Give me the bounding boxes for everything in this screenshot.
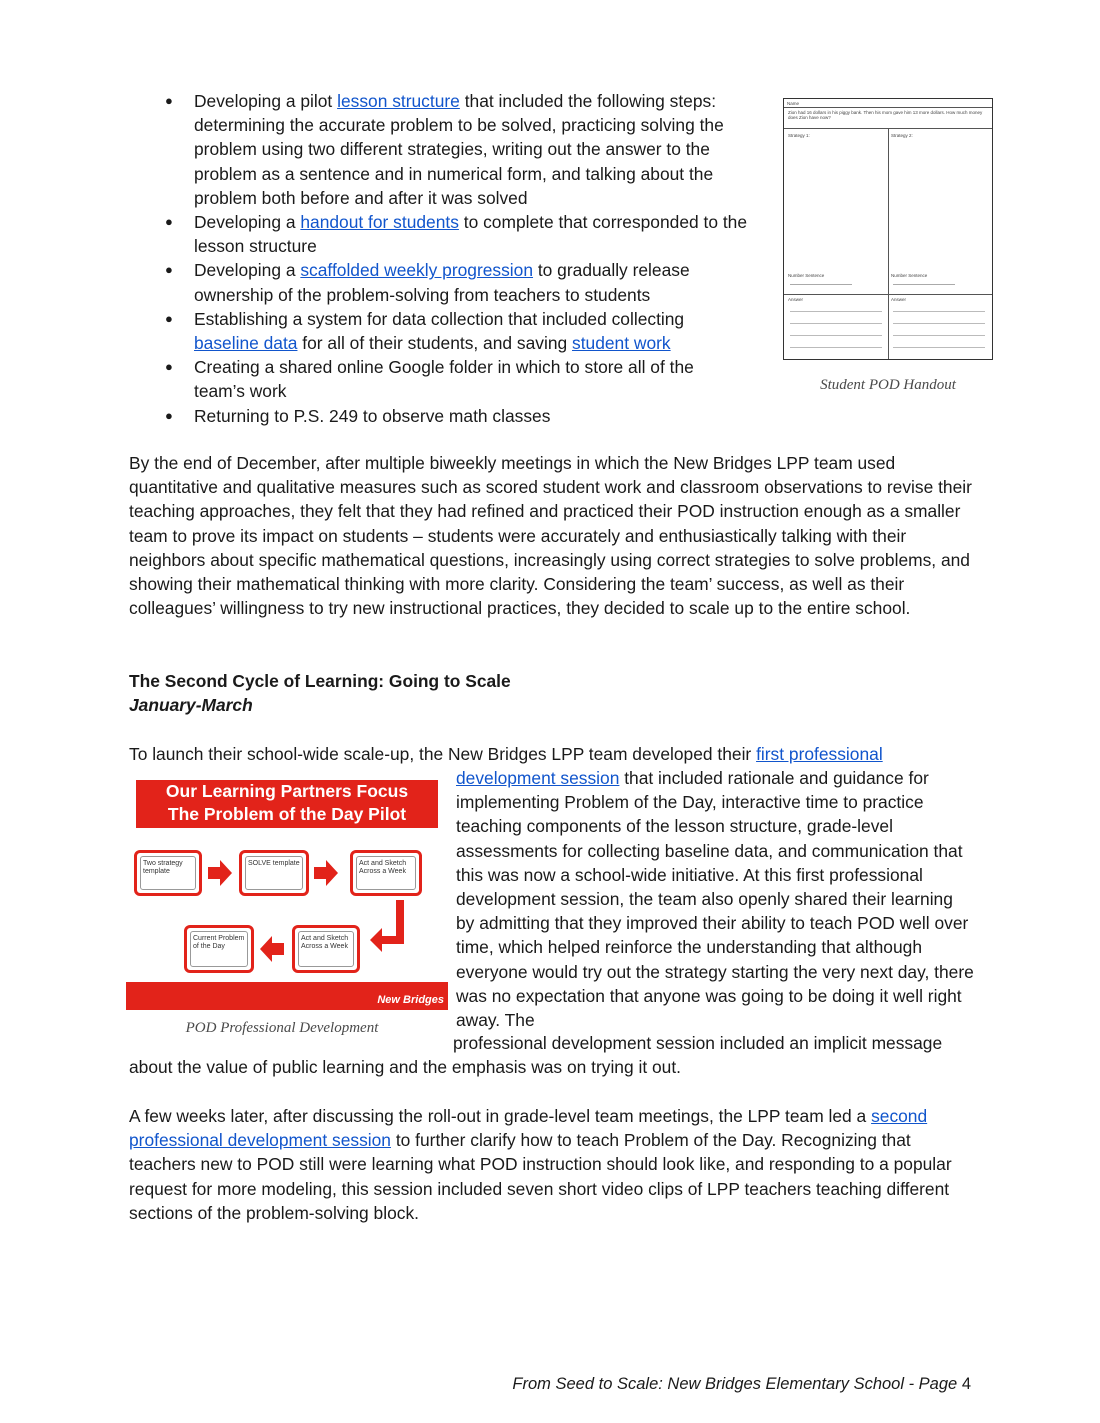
handout-number-sentence-1: Number Sentence — [788, 273, 825, 278]
paragraph-text: to further clarify how to teach Problem of the Day. Recognizing that teachers new to POD still were learning what POD instruction should look like, and responding to a popular request for more modeling, this session included seven short video clips of LPP teachers teaching different sections of the problem-solving block. — [129, 1130, 952, 1223]
lesson-structure-link[interactable]: lesson structure — [337, 91, 460, 111]
first-pd-session-link-cont[interactable]: development session — [456, 768, 620, 788]
flow-box-label: Current Problem of the Day — [190, 931, 248, 967]
handout-answer-2: Answer — [891, 297, 907, 302]
paragraph-text: A few weeks later, after discussing the roll-out in grade-level team meetings, the LPP team led a — [129, 1106, 872, 1126]
footer-text: From Seed to Scale: New Bridges Elementary School - Page — [512, 1375, 962, 1393]
arrow-right-icon — [208, 860, 232, 886]
handout-answer-1: Answer — [788, 297, 804, 302]
paragraph-first-line — [129, 742, 883, 766]
list-item — [160, 89, 760, 210]
bullet-icon: ● — [165, 93, 173, 108]
scaffolded-progression-link[interactable]: scaffolded weekly progression — [300, 260, 534, 281]
handout-problem: Zion had 16 dollars in his piggy bank. Then his mom gave him 13 more dollars. How much money does Zion have now? — [788, 110, 983, 120]
flow-box-label: Two strategy template — [140, 856, 196, 890]
new-bridges-logo: New Bridges — [377, 994, 444, 1006]
paragraph-text: To launch their school-wide scale-up, the New Bridges LPP team developed their — [129, 744, 757, 764]
handout-caption: Student POD Handout — [820, 377, 956, 393]
flow-box — [134, 850, 202, 896]
handout-strategy-2: Strategy 2: — [891, 133, 913, 138]
arrow-down-left-icon — [370, 900, 410, 960]
paragraph — [129, 1104, 979, 1225]
bullet-list — [160, 89, 760, 428]
handout-strategy-1: Strategy 1: — [788, 133, 810, 138]
bullet-text: Establishing a system for data collection that included collecting — [194, 308, 685, 329]
bullet-icon: ● — [165, 214, 173, 230]
first-pd-session-link[interactable]: first professional — [756, 744, 883, 764]
handout-link[interactable]: handout for students — [300, 212, 459, 233]
bullet-text: Returning to P.S. 249 to observe math classes — [194, 405, 551, 426]
page-footer — [512, 1375, 971, 1394]
handout-number-sentence-2: Number Sentence — [891, 273, 928, 278]
flow-box — [350, 850, 422, 896]
list-item — [160, 355, 760, 403]
list-item — [160, 258, 760, 306]
student-handout-image — [783, 98, 993, 360]
paragraph-wrapped-last: professional development session included an implicit message — [453, 1033, 943, 1053]
handout-name-label: Name — [787, 101, 800, 106]
pd-diagram-image — [126, 780, 448, 1010]
list-item — [160, 404, 760, 428]
bullet-icon: ● — [165, 407, 173, 423]
bullet-icon: ● — [165, 359, 173, 375]
section-subheading: January-March — [129, 695, 253, 715]
flow-box — [239, 850, 309, 896]
paragraph: By the end of December, after multiple biweekly meetings in which the New Bridges LPP team used quantitative and qualitative measures such as scored student work and classroom observations to revise their teaching approaches, they felt that they had refined and practiced their POD instruction enough as a smaller team to prove its impact on students – students were accurately and enthusiastically talking with their neighbors about specific mathematical questions, increasingly using correct strategies to solve problems, and showing their mathematical thinking with more clarity. Considering the team’ success, as well as their colleagues’ willingness to try new instructional practices, they decided to scale up to the entire school. — [129, 453, 972, 619]
bullet-text: Developing a — [194, 212, 301, 233]
flow-box-label: Act and Sketch Across a Week — [356, 856, 416, 890]
flow-box — [184, 925, 254, 973]
bullet-text: Developing a pilot — [194, 91, 338, 111]
bullet-icon: ● — [165, 262, 173, 278]
bullet-text: for all of their students, and saving — [297, 333, 573, 354]
section-heading: The Second Cycle of Learning: Going to Scale — [129, 671, 511, 691]
pd-image-caption: POD Professional Development — [185, 1020, 379, 1036]
page-number: 4 — [961, 1375, 971, 1393]
paragraph-continuation: about the value of public learning and the emphasis was on trying it out. — [129, 1057, 682, 1077]
paragraph-text: that included rationale and guidance for implementing Problem of the Day, interactive time to practice teaching components of the lesson structure, grade-level assessments for collecting baseline data, and communication that this was now a school-wide initiative. At this first professional development session, the team also openly shared their learning by admitting that they improved their ability to teach POD well over time, which helped reinforce the understanding that although everyone would try out the strategy starting the very next day, there was no expectation that anyone was going to be doing it well right away. The — [456, 768, 974, 1031]
paragraph-wrapped — [456, 766, 976, 1032]
arrow-left-icon — [260, 936, 284, 962]
arrow-right-icon — [314, 860, 338, 886]
list-item — [160, 210, 760, 258]
second-pd-session-link[interactable]: second professional development session — [129, 1106, 928, 1151]
baseline-data-link[interactable]: baseline data — [194, 333, 298, 354]
bullet-text: Creating a shared online Google folder in which to store all of the team’s work — [194, 357, 694, 402]
banner-line-1: Our Learning Partners Focus — [165, 781, 409, 801]
flow-box-label: SOLVE template — [245, 856, 303, 890]
pd-image-footer-bar — [126, 982, 448, 1010]
pd-banner — [136, 780, 438, 828]
bullet-text: to gradually release ownership of the problem-solving from teachers to students — [194, 260, 690, 305]
banner-line-2: The Problem of the Day Pilot — [167, 804, 407, 824]
bullet-text: Developing a — [194, 260, 301, 281]
bullet-icon: ● — [165, 310, 173, 326]
list-item — [160, 307, 760, 355]
flow-box-label: Act and Sketch Across a Week — [298, 931, 354, 967]
flow-box — [292, 925, 360, 973]
bullet-text: that included the following steps: determining the accurate problem to be solved, practicing solving the problem using two different strategies, writing out the answer to the problem as a sentence and in numerical form, and talking about the problem both before and after it was solved — [194, 91, 724, 208]
student-work-link[interactable]: student work — [572, 333, 671, 354]
bullet-text: to complete that corresponded to the lesson structure — [194, 212, 748, 257]
